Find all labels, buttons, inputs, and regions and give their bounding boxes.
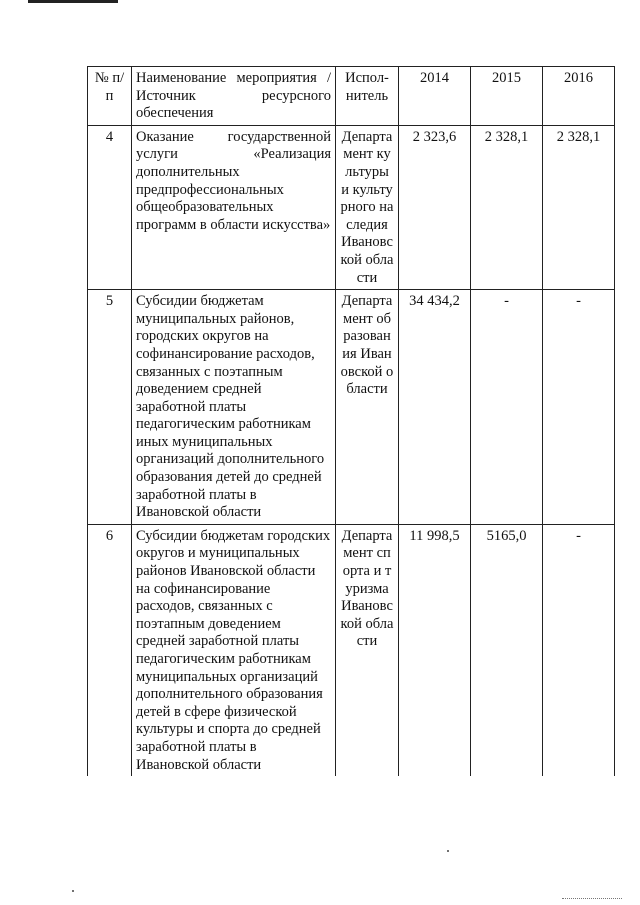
row-name: Оказание государственной услуги «Реализация дополнительных предпрофессиональных общеобразовательных программ в области искусства»: [132, 125, 336, 289]
row-num: 6: [88, 524, 132, 776]
table-header-row: [88, 67, 615, 126]
row-2015: 2 328,1: [471, 125, 543, 289]
header-2014: 2014: [399, 67, 471, 126]
row-2014: 2 323,6: [399, 125, 471, 289]
row-executor: Департамент культуры и культурного наследия Ивановской области: [336, 125, 399, 289]
scan-speck: [72, 890, 74, 892]
scan-speck: [447, 850, 449, 852]
funding-table: [87, 66, 615, 776]
row-num: 5: [88, 290, 132, 525]
header-2015: 2015: [471, 67, 543, 126]
header-num: № п/п: [88, 67, 132, 126]
row-2015: -: [471, 290, 543, 525]
row-executor: Департамент образования Ивановской области: [336, 290, 399, 525]
row-num: 4: [88, 125, 132, 289]
row-2015: 5165,0: [471, 524, 543, 776]
table-row: [88, 125, 615, 289]
header-executor: Испол-нитель: [336, 67, 399, 126]
table-row: [88, 524, 615, 776]
row-2016: -: [543, 524, 615, 776]
row-2016: -: [543, 290, 615, 525]
row-2016: 2 328,1: [543, 125, 615, 289]
header-name: Наименование мероприятия / Источник ресурсного обеспечения: [132, 67, 336, 126]
row-name: Субсидии бюджетам городских округов и муниципальных районов Ивановской области на софинансирование расходов, связанных с поэтапным доведением средней заработной платы педагогическим работникам муниципальных организаций дополнительного образования детей в сфере физической культуры и спорта до средней заработной платы в Ивановской области: [132, 524, 336, 776]
row-name: Субсидии бюджетам муниципальных районов, городских округов на софинансирование расходов, связанных с поэтапным доведением средней заработной платы педагогическим работникам иных муниципальных организаций дополнительного образования детей до средней заработной платы в Ивановской области: [132, 290, 336, 525]
header-2016: 2016: [543, 67, 615, 126]
scan-mark: [562, 898, 622, 901]
table-row: [88, 290, 615, 525]
row-2014: 11 998,5: [399, 524, 471, 776]
top-rule: [28, 0, 118, 3]
row-2014: 34 434,2: [399, 290, 471, 525]
row-executor: Департамент спорта и туризма Ивановской области: [336, 524, 399, 776]
